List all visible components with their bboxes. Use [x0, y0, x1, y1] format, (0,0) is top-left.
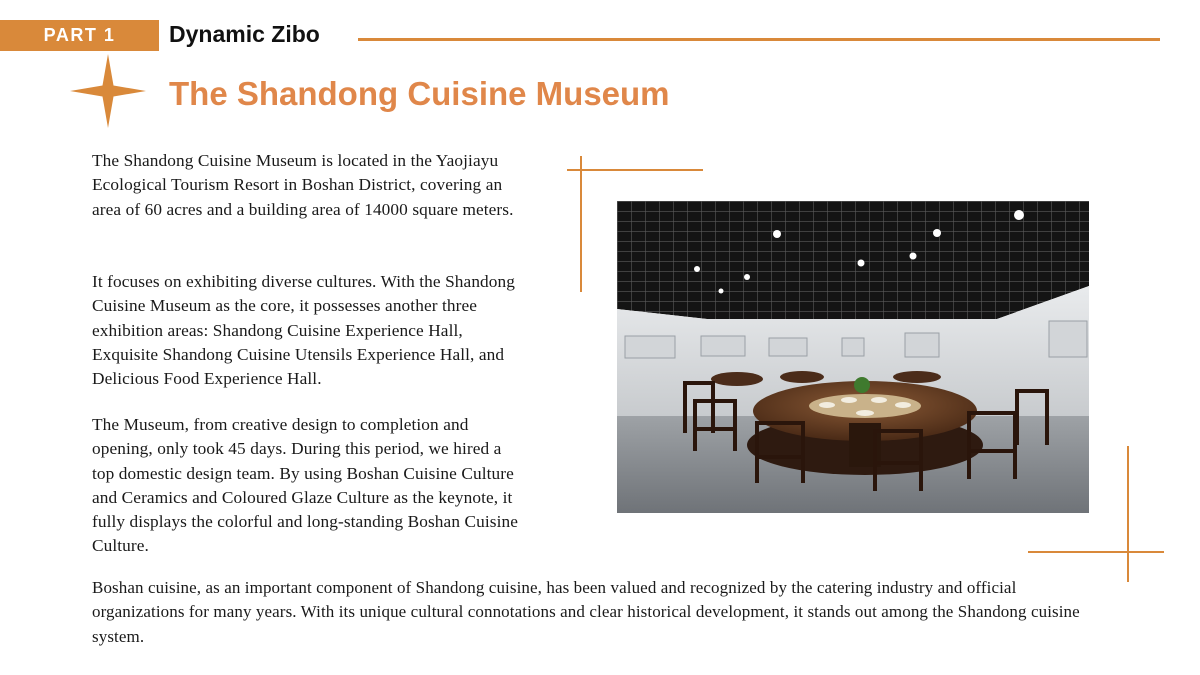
paragraph-design: The Museum, from creative design to completion and opening, only took 45 days. During this period, we hired a top domestic design team. By using Boshan Cuisine Culture and Ceramics and Coloured Glaze Culture as the keynote, it fully displays the colorful and long-standing Boshan Cuisine Culture.: [92, 415, 518, 556]
museum-interior-photo: [617, 201, 1089, 513]
corner-decoration-top-horizontal: [567, 169, 703, 171]
header-divider: [358, 38, 1160, 41]
paragraph-exhibitions: It focuses on exhibiting diverse cultures. With the Shandong Cuisine Museum as the core, it possesses another three exhibition areas: Shandong Cuisine Experience Hall, Exquisite Shandong Cuisine Utensils Experience Hall, and Delicious Food Experience Hall.: [92, 272, 516, 389]
part-label-badge: PART 1: [0, 20, 159, 51]
four-point-star-icon: [70, 54, 146, 128]
paragraph-boshan-cuisine: Boshan cuisine, as an important component of Shandong cuisine, has been valued and recognized by the catering industry and official organizations for many years. With its unique cultural connotations and clear historical development, it stands out among the Shandong cuisine system.: [92, 578, 1080, 646]
corner-decoration-top-vertical: [580, 156, 582, 292]
corner-decoration-bottom-horizontal: [1028, 551, 1164, 553]
paragraph-location: The Shandong Cuisine Museum is located in the Yaojiayu Ecological Tourism Resort in Boshan District, covering an area of 60 acres and a building area of 14000 square meters.: [92, 151, 514, 219]
page-title: The Shandong Cuisine Museum: [169, 75, 670, 112]
corner-decoration-bottom-vertical: [1127, 446, 1129, 582]
section-title: Dynamic Zibo: [169, 21, 320, 47]
